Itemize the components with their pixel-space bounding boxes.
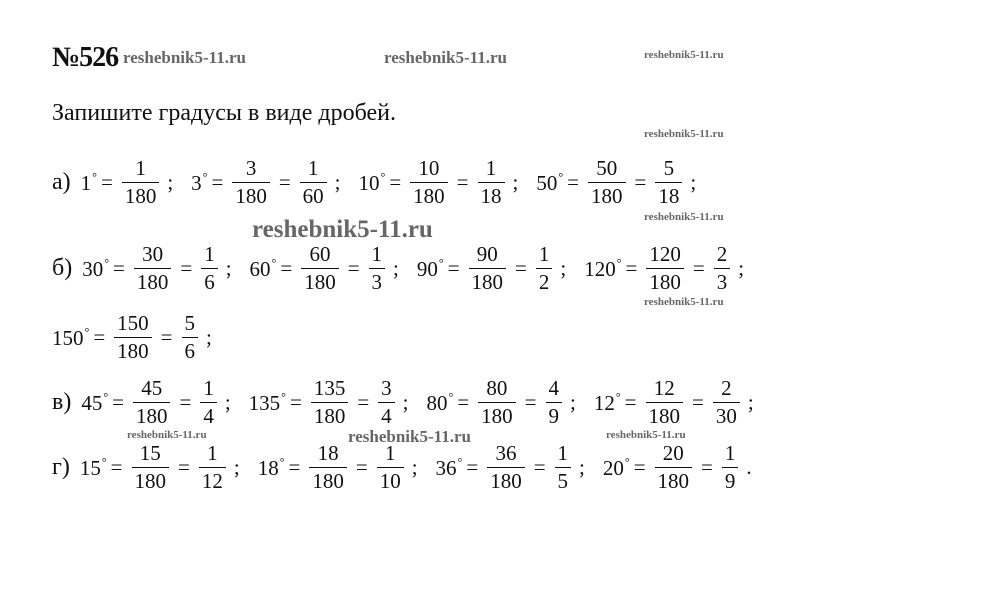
degree-number: 20 (602, 455, 624, 480)
solution-row (52, 313, 230, 362)
fraction-denominator: 2 (536, 268, 553, 293)
degree-number: 150 (52, 325, 84, 350)
fraction (478, 378, 516, 427)
fraction-numerator: 36 (495, 441, 517, 465)
separator: ; (738, 256, 745, 280)
fraction-numerator: 15 (139, 441, 161, 465)
fraction-denominator: 4 (200, 402, 217, 427)
fraction-numerator: 1 (203, 376, 214, 400)
fraction (378, 378, 395, 427)
fraction-numerator: 1 (135, 156, 146, 180)
fraction-denominator: 180 (646, 268, 684, 293)
fraction-denominator: 180 (410, 182, 448, 207)
fraction (646, 378, 684, 427)
separator: ; (570, 390, 576, 414)
separator: ; (224, 390, 231, 414)
watermark: reshebnik5-11.ru (123, 48, 246, 67)
fraction-numerator: 12 (653, 376, 675, 400)
watermark: reshebnik5-11.ru (252, 216, 433, 243)
fraction-numerator: 5 (184, 311, 195, 335)
degree-number: 1 (80, 170, 92, 195)
equals-sign: = (633, 455, 646, 479)
separator: ; (225, 256, 232, 280)
degree-value (82, 256, 109, 282)
degree-expression (191, 158, 358, 207)
separator: ; (206, 325, 212, 349)
separator: ; (334, 170, 341, 194)
degree-value (81, 390, 108, 416)
watermark: reshebnik5-11.ru (644, 49, 724, 61)
watermark: reshebnik5-11.ru (606, 429, 686, 441)
fraction-numerator: 80 (486, 376, 508, 400)
degree-sign: ° (624, 454, 630, 469)
degree-number: 60 (249, 256, 271, 281)
solution-row (52, 244, 762, 293)
degree-value (80, 455, 107, 481)
fraction-denominator: 12 (199, 467, 226, 492)
degree-number: 10 (358, 170, 380, 195)
degree-expression (536, 158, 714, 207)
fraction-numerator: 1 (557, 441, 569, 465)
degree-sign: ° (615, 389, 621, 404)
degree-expression (258, 443, 436, 492)
row-label: б) (52, 255, 73, 281)
fraction (133, 378, 171, 427)
fraction-numerator: 30 (142, 242, 164, 266)
degree-expression (80, 443, 258, 492)
fraction (182, 313, 199, 362)
separator: ; (512, 170, 519, 194)
fraction-denominator: 180 (487, 467, 525, 492)
equals-sign: = (701, 455, 713, 479)
degree-sign: ° (616, 255, 622, 270)
fraction-numerator: 120 (649, 242, 681, 266)
degree-number: 50 (536, 170, 558, 195)
fraction-numerator: 60 (309, 242, 331, 266)
fraction-numerator: 150 (117, 311, 149, 335)
fraction (301, 244, 339, 293)
fraction-denominator: 4 (378, 402, 395, 427)
degree-value (250, 256, 277, 282)
fraction-denominator: 180 (478, 402, 516, 427)
separator: ; (747, 390, 754, 414)
separator: ; (579, 455, 585, 479)
fraction (200, 378, 217, 427)
fraction (311, 378, 349, 427)
fraction (722, 443, 739, 492)
degree-sign: ° (448, 389, 454, 404)
degree-value (603, 455, 630, 481)
degree-number: 36 (435, 455, 457, 480)
fraction (309, 443, 347, 492)
fraction-denominator: 60 (300, 182, 327, 207)
fraction (369, 244, 386, 293)
fraction-denominator: 18 (655, 182, 682, 207)
fraction-denominator: 18 (478, 182, 505, 207)
degree-sign: ° (92, 169, 97, 184)
fraction-denominator: 10 (377, 467, 404, 492)
fraction (232, 158, 270, 207)
equals-sign: = (624, 390, 637, 414)
fraction-denominator: 30 (713, 402, 740, 427)
degree-expression (81, 158, 192, 207)
degree-value (191, 170, 207, 196)
degree-expression (427, 378, 594, 427)
equals-sign: = (634, 170, 647, 194)
degree-number: 45 (81, 390, 103, 415)
degree-number: 3 (191, 170, 202, 195)
degree-expression (250, 244, 417, 293)
equals-sign: = (357, 390, 370, 414)
equals-sign: = (112, 390, 124, 414)
equals-sign: = (178, 455, 190, 479)
equals-sign: = (211, 170, 224, 194)
degree-number: 30 (82, 256, 104, 281)
watermark: reshebnik5-11.ru (348, 427, 471, 446)
fraction-numerator: 1 (538, 242, 550, 266)
equals-sign: = (692, 390, 704, 414)
fraction-numerator: 5 (663, 156, 675, 180)
degree-value (436, 455, 463, 481)
equals-sign: = (692, 256, 705, 280)
fraction-denominator: 9 (722, 467, 739, 492)
fraction-denominator: 180 (134, 268, 172, 293)
watermark: reshebnik5-11.ru (384, 48, 507, 67)
fraction-denominator: 180 (655, 467, 693, 492)
degree-number: 135 (248, 390, 281, 415)
fraction (134, 244, 172, 293)
separator: ; (690, 170, 697, 194)
fraction-denominator: 180 (114, 337, 152, 362)
equals-sign: = (355, 455, 368, 479)
degree-expression (436, 443, 603, 492)
fraction (201, 244, 218, 293)
fraction-denominator: 180 (122, 182, 160, 207)
fraction-denominator: 180 (133, 402, 171, 427)
separator: ; (560, 256, 567, 280)
equals-sign: = (100, 170, 113, 194)
equals-sign: = (110, 455, 123, 479)
fraction-numerator: 1 (307, 156, 319, 180)
fraction-numerator: 3 (245, 156, 257, 180)
fraction-numerator: 1 (371, 242, 383, 266)
degree-sign: ° (438, 255, 444, 270)
separator: ; (167, 170, 174, 194)
solution-row (52, 378, 772, 427)
separator: ; (393, 256, 399, 280)
degree-expression (594, 378, 772, 427)
fraction (646, 244, 684, 293)
separator: ; (233, 455, 240, 479)
fraction-denominator: 180 (132, 467, 170, 492)
row-label: а) (52, 169, 71, 195)
degree-number: 15 (79, 455, 101, 480)
equals-sign: = (93, 325, 106, 349)
separator: ; (402, 390, 409, 414)
fraction (487, 443, 525, 492)
degree-expression (417, 244, 584, 293)
degree-sign: ° (279, 454, 285, 469)
fraction-denominator: 180 (646, 402, 684, 427)
equals-sign: = (515, 256, 527, 280)
problem-prompt: Запишите градусы в виде дробей. (52, 100, 396, 126)
equals-sign: = (466, 455, 479, 479)
fraction-numerator: 50 (596, 156, 618, 180)
solution-row (52, 158, 714, 207)
fraction-numerator: 1 (384, 441, 396, 465)
degree-number: 18 (257, 455, 279, 480)
fraction (469, 244, 507, 293)
degree-sign: ° (202, 169, 208, 184)
equals-sign: = (567, 170, 579, 194)
fraction (199, 443, 226, 492)
degree-sign: ° (84, 324, 90, 339)
degree-number: 12 (593, 390, 615, 415)
fraction (655, 443, 693, 492)
fraction-denominator: 180 (232, 182, 270, 207)
degree-value (52, 325, 89, 351)
fraction-numerator: 90 (476, 242, 498, 266)
degree-value (536, 170, 563, 196)
degree-number: 80 (426, 390, 448, 415)
fraction (655, 158, 682, 207)
fraction (410, 158, 448, 207)
fraction (377, 443, 404, 492)
equals-sign: = (456, 170, 469, 194)
degree-value (584, 256, 621, 282)
equals-sign: = (278, 170, 291, 194)
separator: ; (411, 455, 418, 479)
fraction-numerator: 2 (716, 242, 728, 266)
degree-value (594, 390, 621, 416)
degree-expression (249, 378, 427, 427)
equals-sign: = (347, 256, 360, 280)
row-label: в) (52, 389, 72, 415)
degree-expression (82, 244, 249, 293)
fraction (122, 158, 160, 207)
fraction-numerator: 1 (207, 441, 218, 465)
equals-sign: = (289, 390, 302, 414)
equals-sign: = (280, 256, 293, 280)
degree-sign: ° (457, 454, 463, 469)
fraction (478, 158, 505, 207)
fraction-denominator: 6 (182, 337, 199, 362)
fraction-numerator: 10 (418, 156, 440, 180)
degree-value (81, 170, 97, 196)
fraction (300, 158, 327, 207)
fraction-numerator: 4 (548, 376, 560, 400)
degree-expression (584, 244, 762, 293)
fraction-numerator: 2 (721, 376, 732, 400)
degree-expression (81, 378, 248, 427)
equals-sign: = (524, 390, 537, 414)
fraction-numerator: 1 (204, 242, 215, 266)
fraction-denominator: 180 (311, 402, 349, 427)
degree-sign: ° (281, 389, 286, 404)
degree-value (427, 390, 454, 416)
row-label: г) (52, 454, 70, 480)
fraction-denominator: 180 (469, 268, 507, 293)
fraction (114, 313, 152, 362)
degree-number: 90 (416, 256, 438, 281)
equals-sign: = (457, 390, 470, 414)
degree-sign: ° (104, 255, 110, 270)
solution-row (52, 443, 770, 492)
problem-number: №526 (52, 42, 119, 73)
fraction (713, 378, 740, 427)
fraction-numerator: 3 (381, 376, 392, 400)
degree-value (258, 455, 285, 481)
equals-sign: = (160, 325, 173, 349)
fraction (546, 378, 563, 427)
fraction-denominator: 5 (555, 467, 572, 492)
degree-sign: ° (103, 389, 109, 404)
equals-sign: = (288, 455, 301, 479)
degree-expression (359, 158, 537, 207)
equals-sign: = (389, 170, 402, 194)
fraction (536, 244, 553, 293)
equals-sign: = (179, 390, 192, 414)
fraction-numerator: 45 (141, 376, 163, 400)
degree-sign: ° (271, 255, 277, 270)
equals-sign: = (447, 256, 460, 280)
fraction-numerator: 1 (485, 156, 497, 180)
separator: . (746, 455, 752, 479)
fraction (132, 443, 170, 492)
fraction-denominator: 180 (588, 182, 626, 207)
degree-value (249, 390, 286, 416)
fraction-denominator: 180 (301, 268, 339, 293)
degree-sign: ° (380, 169, 386, 184)
fraction-denominator: 6 (201, 268, 218, 293)
watermark: reshebnik5-11.ru (644, 211, 724, 223)
degree-sign: ° (101, 454, 107, 469)
degree-expression (603, 443, 770, 492)
fraction (588, 158, 626, 207)
fraction-denominator: 180 (309, 467, 347, 492)
fraction-denominator: 3 (714, 268, 731, 293)
degree-value (359, 170, 386, 196)
fraction-denominator: 9 (546, 402, 563, 427)
fraction-numerator: 20 (662, 441, 684, 465)
fraction-denominator: 3 (369, 268, 386, 293)
fraction (555, 443, 572, 492)
equals-sign: = (625, 256, 638, 280)
watermark: reshebnik5-11.ru (127, 429, 207, 441)
degree-value (417, 256, 444, 282)
watermark: reshebnik5-11.ru (644, 128, 724, 140)
watermark: reshebnik5-11.ru (644, 296, 724, 308)
fraction-numerator: 18 (317, 441, 339, 465)
degree-number: 120 (584, 256, 616, 281)
degree-sign: ° (558, 169, 564, 184)
equals-sign: = (113, 256, 125, 280)
fraction-numerator: 135 (313, 376, 346, 400)
equals-sign: = (533, 455, 546, 479)
fraction-numerator: 1 (724, 441, 736, 465)
fraction (714, 244, 731, 293)
equals-sign: = (180, 256, 193, 280)
degree-expression (52, 313, 230, 362)
